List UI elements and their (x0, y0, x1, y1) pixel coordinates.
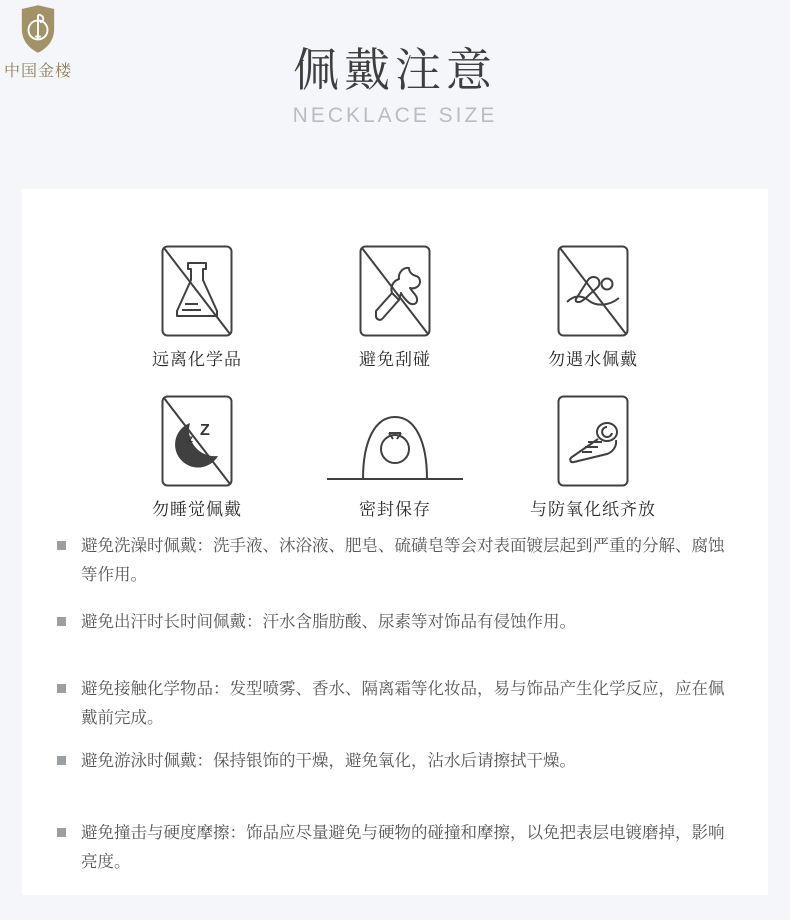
care-label: 密封保存 (359, 500, 431, 519)
care-notes-list (57, 532, 740, 877)
no-sleep-icon (159, 393, 235, 489)
sleep-z-big: Z (200, 422, 210, 439)
note-text: 避免洗澡时佩戴：洗手液、沐浴液、肥皂、硫磺皂等会对表面镀层起到严重的分解、腐蚀等作用。 (81, 537, 725, 584)
care-panel (22, 189, 768, 895)
square-bullet-icon (57, 541, 66, 550)
square-bullet-icon (57, 684, 66, 693)
sealed-storage-icon (325, 393, 465, 489)
sleep-z-small: z (188, 434, 193, 445)
note-item (57, 608, 740, 637)
care-label: 勿睡觉佩戴 (152, 500, 242, 519)
care-item-antioxidation-paper (494, 393, 692, 520)
note-item (57, 747, 740, 776)
care-label: 避免刮碰 (359, 350, 431, 369)
care-item-no-scratch (296, 243, 494, 370)
note-item (57, 532, 740, 590)
care-item-no-chemicals (98, 243, 296, 370)
care-item-sealed-storage (296, 393, 494, 520)
note-text: 避免出汗时长时间佩戴：汗水含脂肪酸、尿素等对饰品有侵蚀作用。 (81, 613, 576, 631)
care-item-no-sleep (98, 393, 296, 520)
no-water-icon (555, 243, 631, 339)
page-subtitle: NECKLACE SIZE (292, 103, 498, 127)
note-text: 避免撞击与硬度摩擦：饰品应尽量避免与硬物的碰撞和摩擦，以免把表层电镀磨掉，影响亮度。 (81, 824, 725, 871)
square-bullet-icon (57, 828, 66, 837)
note-text: 避免游泳时佩戴：保持银饰的干燥，避免氧化，沾水后请擦拭干燥。 (81, 752, 576, 770)
note-item (57, 675, 740, 733)
no-scratch-icon (357, 243, 433, 339)
note-text: 避免接触化学物品：发型喷雾、香水、隔离霜等化妆品，易与饰品产生化学反应，应在佩戴前完成。 (81, 680, 725, 727)
no-chemicals-icon (159, 243, 235, 339)
page-title: 佩戴注意 (293, 44, 497, 96)
care-label: 与防氧化纸齐放 (530, 500, 656, 519)
care-icons-grid (22, 189, 768, 520)
care-label: 勿遇水佩戴 (548, 350, 638, 369)
square-bullet-icon (57, 617, 66, 626)
brand-name: 中国金楼 (4, 63, 73, 80)
antioxidation-paper-icon (555, 393, 631, 489)
note-item (57, 819, 740, 877)
square-bullet-icon (57, 756, 66, 765)
page-header (0, 0, 790, 128)
care-label: 远离化学品 (152, 350, 242, 369)
care-item-no-water (494, 243, 692, 370)
